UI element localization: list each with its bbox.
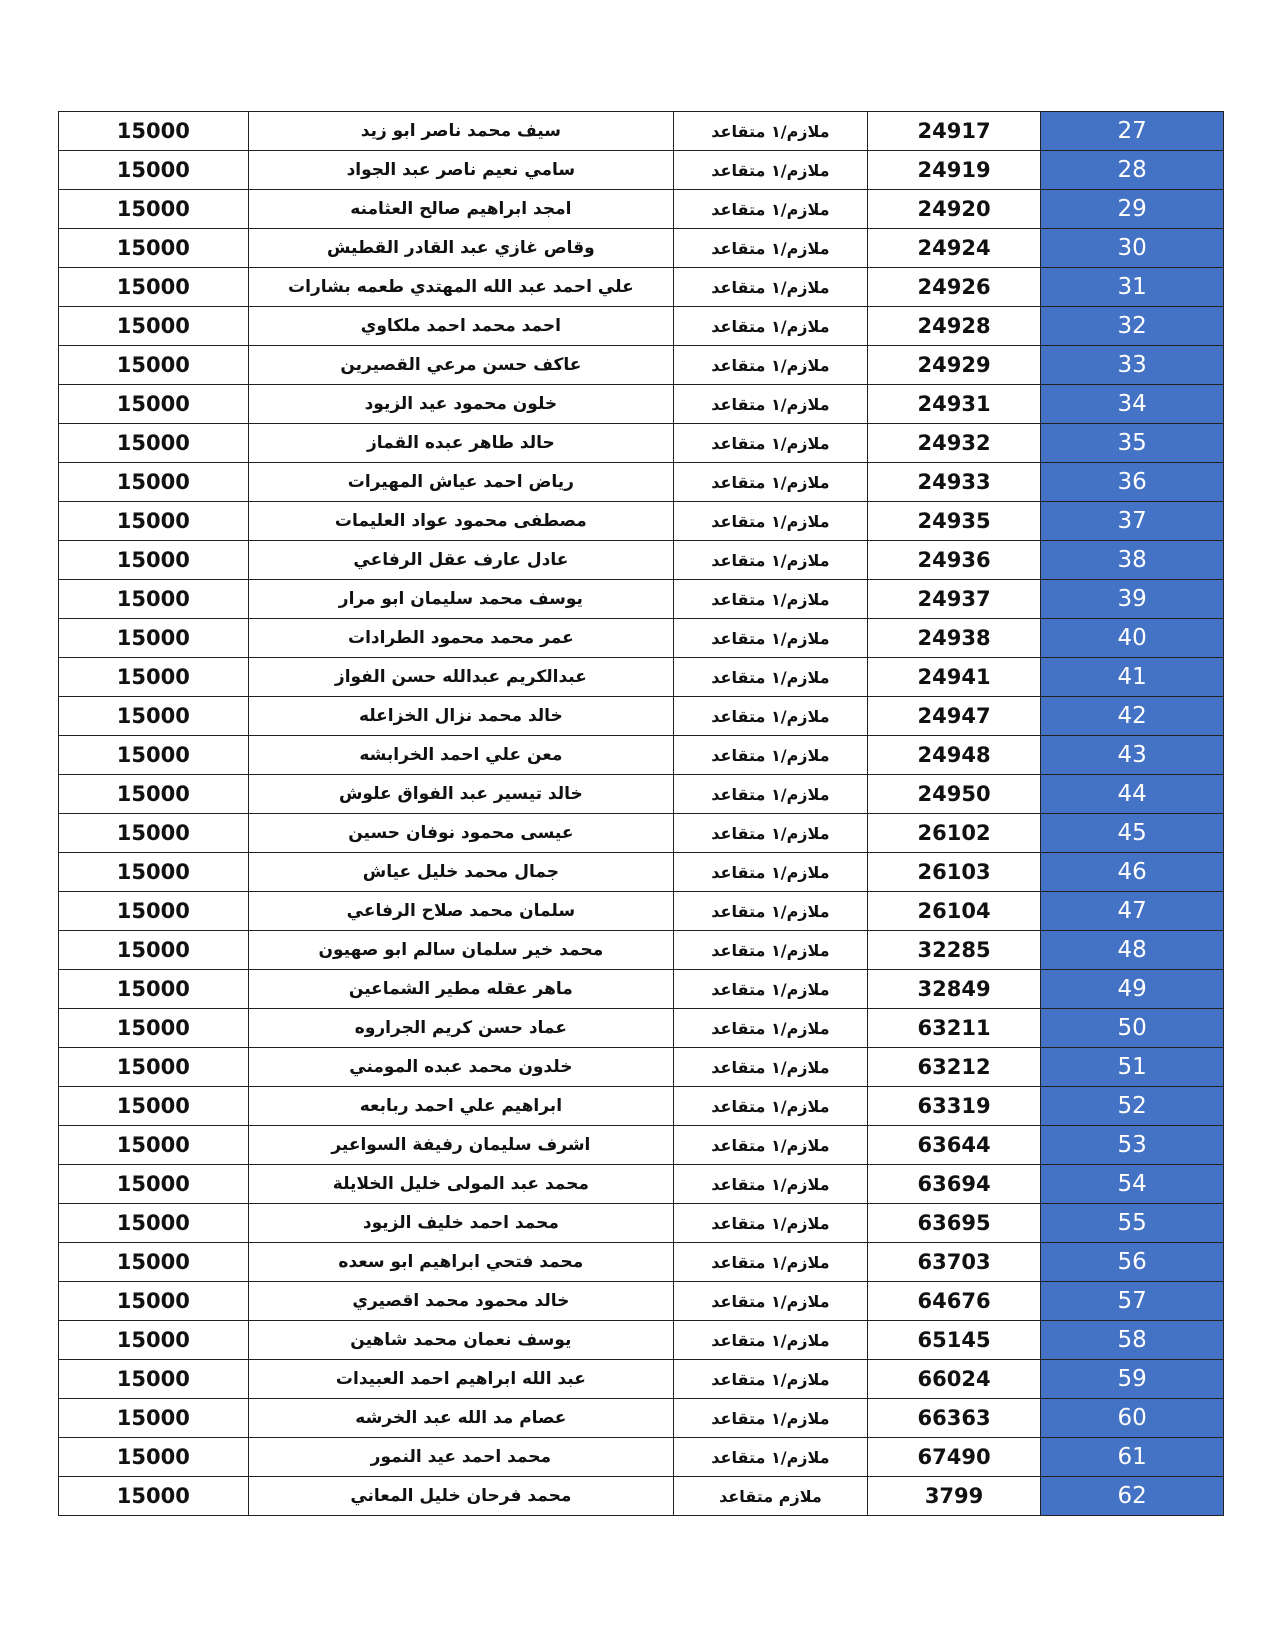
rank-cell: ملازم/١ متقاعد — [674, 931, 868, 970]
rank-cell: ملازم/١ متقاعد — [674, 892, 868, 931]
sequence-number-cell: 52 — [1041, 1087, 1224, 1126]
name-cell: خالد تيسير عبد الفواق علوش — [248, 775, 673, 814]
military-number-cell: 24924 — [867, 229, 1041, 268]
table-row — [59, 229, 1224, 268]
table-row — [59, 1165, 1224, 1204]
amount-cell: 15000 — [59, 424, 249, 463]
amount-cell: 15000 — [59, 853, 249, 892]
sequence-number-cell: 58 — [1041, 1321, 1224, 1360]
rank-cell: ملازم/١ متقاعد — [674, 1282, 868, 1321]
table-row — [59, 736, 1224, 775]
name-cell: ابراهيم علي احمد ربابعه — [248, 1087, 673, 1126]
sequence-number-cell: 42 — [1041, 697, 1224, 736]
military-number-cell: 63644 — [867, 1126, 1041, 1165]
rank-cell: ملازم/١ متقاعد — [674, 658, 868, 697]
name-cell: خالد محمد نزال الخزاعله — [248, 697, 673, 736]
sequence-number-cell: 47 — [1041, 892, 1224, 931]
name-cell: محمد فتحي ابراهيم ابو سعده — [248, 1243, 673, 1282]
table-row — [59, 307, 1224, 346]
table-row — [59, 385, 1224, 424]
military-number-cell: 63703 — [867, 1243, 1041, 1282]
rank-cell: ملازم/١ متقاعد — [674, 853, 868, 892]
table-row — [59, 1438, 1224, 1477]
rank-cell: ملازم متقاعد — [674, 1477, 868, 1516]
amount-cell: 15000 — [59, 1438, 249, 1477]
military-number-cell: 24931 — [867, 385, 1041, 424]
name-cell: سلمان محمد صلاح الرفاعي — [248, 892, 673, 931]
sequence-number-cell: 56 — [1041, 1243, 1224, 1282]
amount-cell: 15000 — [59, 697, 249, 736]
amount-cell: 15000 — [59, 1126, 249, 1165]
table-row — [59, 931, 1224, 970]
table-row — [59, 892, 1224, 931]
table-row — [59, 541, 1224, 580]
name-cell: سيف محمد ناصر ابو زيد — [248, 112, 673, 151]
sequence-number-cell: 59 — [1041, 1360, 1224, 1399]
sequence-number-cell: 35 — [1041, 424, 1224, 463]
amount-cell: 15000 — [59, 151, 249, 190]
rank-cell: ملازم/١ متقاعد — [674, 1360, 868, 1399]
roster-table — [58, 111, 1224, 1516]
rank-cell: ملازم/١ متقاعد — [674, 1243, 868, 1282]
military-number-cell: 24937 — [867, 580, 1041, 619]
military-number-cell: 64676 — [867, 1282, 1041, 1321]
table-row — [59, 1360, 1224, 1399]
military-number-cell: 24950 — [867, 775, 1041, 814]
military-number-cell: 24928 — [867, 307, 1041, 346]
military-number-cell: 32849 — [867, 970, 1041, 1009]
military-number-cell: 32285 — [867, 931, 1041, 970]
rank-cell: ملازم/١ متقاعد — [674, 385, 868, 424]
military-number-cell: 26104 — [867, 892, 1041, 931]
amount-cell: 15000 — [59, 619, 249, 658]
rank-cell: ملازم/١ متقاعد — [674, 619, 868, 658]
rank-cell: ملازم/١ متقاعد — [674, 1165, 868, 1204]
military-number-cell: 24932 — [867, 424, 1041, 463]
name-cell: عصام مد الله عبد الخرشه — [248, 1399, 673, 1438]
sequence-number-cell: 29 — [1041, 190, 1224, 229]
amount-cell: 15000 — [59, 112, 249, 151]
name-cell: عبد الله ابراهيم احمد العبيدات — [248, 1360, 673, 1399]
table-row — [59, 970, 1224, 1009]
military-number-cell: 24919 — [867, 151, 1041, 190]
sequence-number-cell: 37 — [1041, 502, 1224, 541]
rank-cell: ملازم/١ متقاعد — [674, 346, 868, 385]
military-number-cell: 24926 — [867, 268, 1041, 307]
name-cell: عاكف حسن مرعي القصيرين — [248, 346, 673, 385]
sequence-number-cell: 48 — [1041, 931, 1224, 970]
name-cell: سامي نعيم ناصر عبد الجواد — [248, 151, 673, 190]
amount-cell: 15000 — [59, 502, 249, 541]
table-row — [59, 1009, 1224, 1048]
name-cell: جمال محمد خليل عياش — [248, 853, 673, 892]
table-row — [59, 424, 1224, 463]
military-number-cell: 24920 — [867, 190, 1041, 229]
name-cell: محمد عبد المولى خليل الخلايلة — [248, 1165, 673, 1204]
table-row — [59, 1087, 1224, 1126]
sequence-number-cell: 41 — [1041, 658, 1224, 697]
amount-cell: 15000 — [59, 814, 249, 853]
sequence-number-cell: 55 — [1041, 1204, 1224, 1243]
military-number-cell: 3799 — [867, 1477, 1041, 1516]
sequence-number-cell: 33 — [1041, 346, 1224, 385]
amount-cell: 15000 — [59, 1009, 249, 1048]
amount-cell: 15000 — [59, 1477, 249, 1516]
sequence-number-cell: 60 — [1041, 1399, 1224, 1438]
rank-cell: ملازم/١ متقاعد — [674, 1087, 868, 1126]
rank-cell: ملازم/١ متقاعد — [674, 424, 868, 463]
rank-cell: ملازم/١ متقاعد — [674, 1399, 868, 1438]
military-number-cell: 24929 — [867, 346, 1041, 385]
sequence-number-cell: 34 — [1041, 385, 1224, 424]
name-cell: عادل عارف عقل الرفاعي — [248, 541, 673, 580]
table-row — [59, 463, 1224, 502]
name-cell: اشرف سليمان رفيفة السواعير — [248, 1126, 673, 1165]
rank-cell: ملازم/١ متقاعد — [674, 697, 868, 736]
amount-cell: 15000 — [59, 1165, 249, 1204]
name-cell: عيسى محمود نوفان حسين — [248, 814, 673, 853]
military-number-cell: 24938 — [867, 619, 1041, 658]
rank-cell: ملازم/١ متقاعد — [674, 580, 868, 619]
table-row — [59, 658, 1224, 697]
rank-cell: ملازم/١ متقاعد — [674, 151, 868, 190]
rank-cell: ملازم/١ متقاعد — [674, 1048, 868, 1087]
amount-cell: 15000 — [59, 931, 249, 970]
amount-cell: 15000 — [59, 775, 249, 814]
table-row — [59, 1048, 1224, 1087]
table-row — [59, 1399, 1224, 1438]
rank-cell: ملازم/١ متقاعد — [674, 463, 868, 502]
military-number-cell: 63211 — [867, 1009, 1041, 1048]
name-cell: خالد محمود محمد اقصيري — [248, 1282, 673, 1321]
sequence-number-cell: 31 — [1041, 268, 1224, 307]
name-cell: رياض احمد عياش المهيرات — [248, 463, 673, 502]
military-number-cell: 67490 — [867, 1438, 1041, 1477]
table-row — [59, 346, 1224, 385]
rank-cell: ملازم/١ متقاعد — [674, 190, 868, 229]
rank-cell: ملازم/١ متقاعد — [674, 1321, 868, 1360]
name-cell: يوسف محمد سليمان ابو مرار — [248, 580, 673, 619]
military-number-cell: 63319 — [867, 1087, 1041, 1126]
amount-cell: 15000 — [59, 268, 249, 307]
military-number-cell: 26103 — [867, 853, 1041, 892]
rank-cell: ملازم/١ متقاعد — [674, 1009, 868, 1048]
amount-cell: 15000 — [59, 541, 249, 580]
sequence-number-cell: 38 — [1041, 541, 1224, 580]
sequence-number-cell: 51 — [1041, 1048, 1224, 1087]
name-cell: حالد طاهر عبده القماز — [248, 424, 673, 463]
sequence-number-cell: 36 — [1041, 463, 1224, 502]
table-row — [59, 775, 1224, 814]
table-row — [59, 619, 1224, 658]
rank-cell: ملازم/١ متقاعد — [674, 814, 868, 853]
sequence-number-cell: 27 — [1041, 112, 1224, 151]
amount-cell: 15000 — [59, 463, 249, 502]
table-row — [59, 151, 1224, 190]
table-row — [59, 112, 1224, 151]
sequence-number-cell: 62 — [1041, 1477, 1224, 1516]
military-number-cell: 63212 — [867, 1048, 1041, 1087]
military-number-cell: 66363 — [867, 1399, 1041, 1438]
amount-cell: 15000 — [59, 1048, 249, 1087]
amount-cell: 15000 — [59, 307, 249, 346]
table-row — [59, 190, 1224, 229]
military-number-cell: 24933 — [867, 463, 1041, 502]
sequence-number-cell: 30 — [1041, 229, 1224, 268]
rank-cell: ملازم/١ متقاعد — [674, 502, 868, 541]
rank-cell: ملازم/١ متقاعد — [674, 307, 868, 346]
table-row — [59, 1243, 1224, 1282]
rank-cell: ملازم/١ متقاعد — [674, 112, 868, 151]
sequence-number-cell: 43 — [1041, 736, 1224, 775]
rank-cell: ملازم/١ متقاعد — [674, 1126, 868, 1165]
amount-cell: 15000 — [59, 1087, 249, 1126]
rank-cell: ملازم/١ متقاعد — [674, 970, 868, 1009]
table-row — [59, 1204, 1224, 1243]
rank-cell: ملازم/١ متقاعد — [674, 229, 868, 268]
name-cell: خلون محمود عيد الزيود — [248, 385, 673, 424]
table-row — [59, 814, 1224, 853]
table-row — [59, 268, 1224, 307]
amount-cell: 15000 — [59, 229, 249, 268]
sequence-number-cell: 44 — [1041, 775, 1224, 814]
name-cell: عماد حسن كريم الجراروه — [248, 1009, 673, 1048]
sequence-number-cell: 61 — [1041, 1438, 1224, 1477]
table-row — [59, 1282, 1224, 1321]
sequence-number-cell: 49 — [1041, 970, 1224, 1009]
table-row — [59, 502, 1224, 541]
name-cell: محمد خير سلمان سالم ابو صهيون — [248, 931, 673, 970]
amount-cell: 15000 — [59, 1360, 249, 1399]
military-number-cell: 24935 — [867, 502, 1041, 541]
amount-cell: 15000 — [59, 892, 249, 931]
rank-cell: ملازم/١ متقاعد — [674, 1204, 868, 1243]
sequence-number-cell: 46 — [1041, 853, 1224, 892]
military-number-cell: 24917 — [867, 112, 1041, 151]
sequence-number-cell: 39 — [1041, 580, 1224, 619]
table-row — [59, 1126, 1224, 1165]
amount-cell: 15000 — [59, 1321, 249, 1360]
name-cell: محمد احمد عيد النمور — [248, 1438, 673, 1477]
name-cell: معن علي احمد الخرابشه — [248, 736, 673, 775]
roster-table-body — [59, 112, 1224, 1516]
name-cell: ماهر عقله مطير الشماعين — [248, 970, 673, 1009]
amount-cell: 15000 — [59, 1243, 249, 1282]
table-row — [59, 580, 1224, 619]
rank-cell: ملازم/١ متقاعد — [674, 1438, 868, 1477]
amount-cell: 15000 — [59, 385, 249, 424]
name-cell: امجد ابراهيم صالح العثامنه — [248, 190, 673, 229]
name-cell: علي احمد عبد الله المهتدي طعمه بشارات — [248, 268, 673, 307]
table-row — [59, 1321, 1224, 1360]
name-cell: مصطفى محمود عواد العليمات — [248, 502, 673, 541]
amount-cell: 15000 — [59, 580, 249, 619]
sequence-number-cell: 53 — [1041, 1126, 1224, 1165]
military-number-cell: 24941 — [867, 658, 1041, 697]
rank-cell: ملازم/١ متقاعد — [674, 736, 868, 775]
table-row — [59, 1477, 1224, 1516]
table-row — [59, 853, 1224, 892]
name-cell: خلدون محمد عبده المومني — [248, 1048, 673, 1087]
amount-cell: 15000 — [59, 1282, 249, 1321]
sequence-number-cell: 50 — [1041, 1009, 1224, 1048]
sequence-number-cell: 54 — [1041, 1165, 1224, 1204]
sequence-number-cell: 40 — [1041, 619, 1224, 658]
amount-cell: 15000 — [59, 1204, 249, 1243]
name-cell: محمد احمد خليف الزيود — [248, 1204, 673, 1243]
rank-cell: ملازم/١ متقاعد — [674, 541, 868, 580]
military-number-cell: 63694 — [867, 1165, 1041, 1204]
amount-cell: 15000 — [59, 346, 249, 385]
sequence-number-cell: 57 — [1041, 1282, 1224, 1321]
sequence-number-cell: 28 — [1041, 151, 1224, 190]
amount-cell: 15000 — [59, 1399, 249, 1438]
name-cell: احمد محمد احمد ملكاوي — [248, 307, 673, 346]
sequence-number-cell: 45 — [1041, 814, 1224, 853]
name-cell: محمد فرحان خليل المعاني — [248, 1477, 673, 1516]
military-number-cell: 24948 — [867, 736, 1041, 775]
amount-cell: 15000 — [59, 190, 249, 229]
military-number-cell: 24936 — [867, 541, 1041, 580]
military-number-cell: 66024 — [867, 1360, 1041, 1399]
rank-cell: ملازم/١ متقاعد — [674, 775, 868, 814]
roster-sheet — [58, 111, 1224, 1516]
rank-cell: ملازم/١ متقاعد — [674, 268, 868, 307]
military-number-cell: 26102 — [867, 814, 1041, 853]
military-number-cell: 63695 — [867, 1204, 1041, 1243]
amount-cell: 15000 — [59, 658, 249, 697]
amount-cell: 15000 — [59, 736, 249, 775]
name-cell: يوسف نعمان محمد شاهين — [248, 1321, 673, 1360]
name-cell: عبدالكريم عبدالله حسن الفواز — [248, 658, 673, 697]
table-row — [59, 697, 1224, 736]
name-cell: وقاص غازي عبد القادر القطيش — [248, 229, 673, 268]
military-number-cell: 24947 — [867, 697, 1041, 736]
sequence-number-cell: 32 — [1041, 307, 1224, 346]
name-cell: عمر محمد محمود الطرادات — [248, 619, 673, 658]
amount-cell: 15000 — [59, 970, 249, 1009]
military-number-cell: 65145 — [867, 1321, 1041, 1360]
